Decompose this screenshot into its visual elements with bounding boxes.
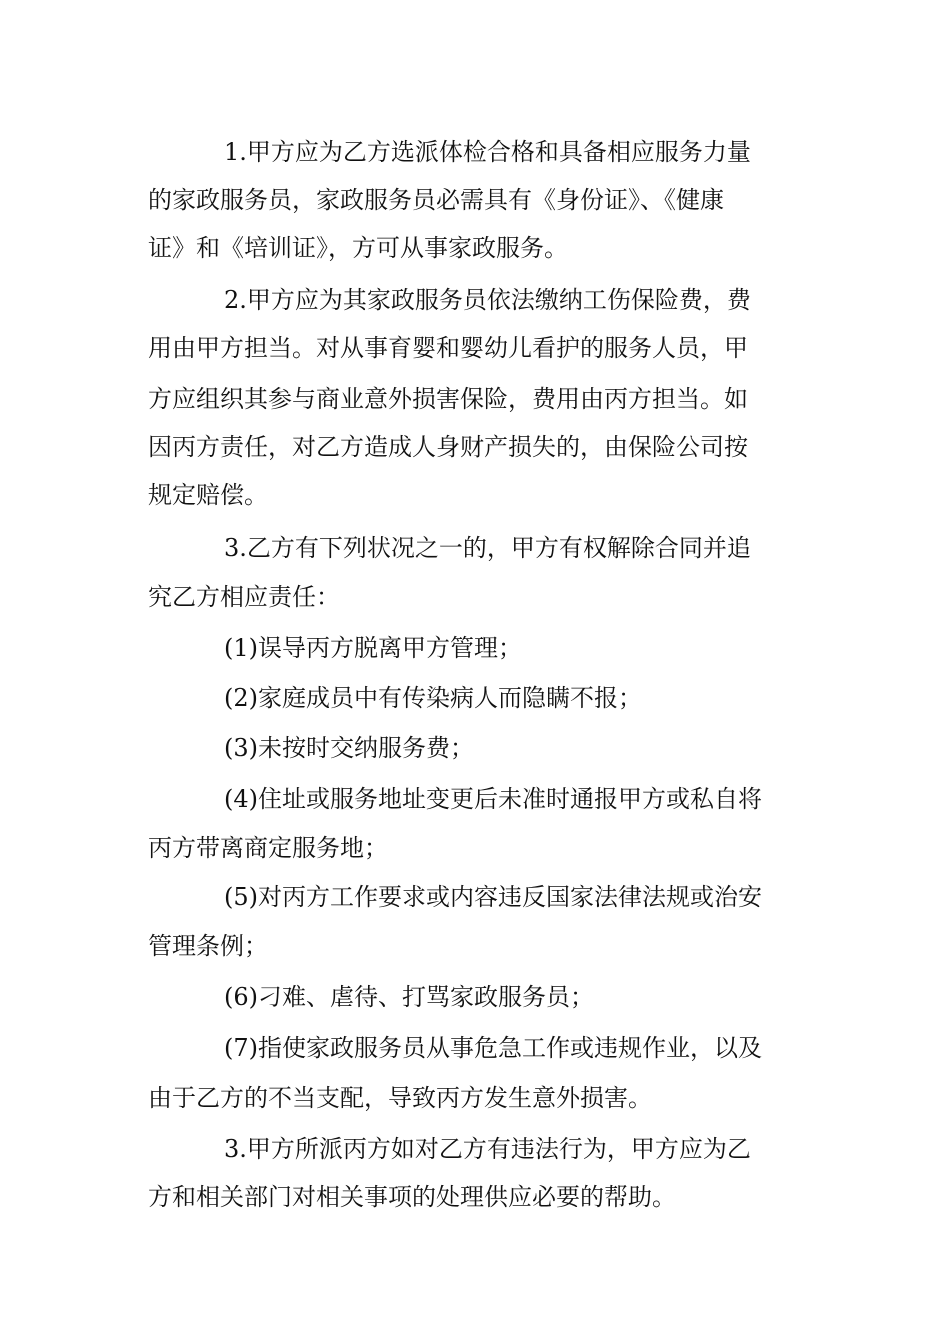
- text-line: 1.甲方应为乙方选派体检合格和具备相应服务力量: [224, 138, 751, 166]
- list-item: (1)误导丙方脱离甲方管理；: [224, 634, 522, 662]
- list-item: (2)家庭成员中有传染病人而隐瞒不报；: [224, 684, 642, 712]
- text-line: 方应组织其参与商业意外损害保险，费用由丙方担当。如: [148, 385, 748, 413]
- text-line: 由于乙方的不当支配，导致丙方发生意外损害。: [148, 1084, 652, 1112]
- list-item: (7)指使家政服务员从事危急工作或违规作业，以及: [224, 1034, 762, 1062]
- text-line: 因丙方责任，对乙方造成人身财产损失的，由保险公司按: [148, 433, 748, 461]
- text-line: 2.甲方应为其家政服务员依法缴纳工伤保险费，费: [224, 286, 751, 314]
- text-line: 证》和《培训证》，方可从事家政服务。: [148, 234, 568, 262]
- text-line: 用由甲方担当。对从事育婴和婴幼儿看护的服务人员，甲: [148, 334, 748, 362]
- text-line: 管理条例；: [148, 932, 268, 960]
- text-line: 3.乙方有下列状况之一的，甲方有权解除合同并追: [224, 534, 751, 562]
- text-line: 方和相关部门对相关事项的处理供应必要的帮助。: [148, 1183, 676, 1211]
- text-line: 丙方带离商定服务地；: [148, 834, 388, 862]
- text-line: 究乙方相应责任：: [148, 583, 340, 611]
- list-item: (5)对丙方工作要求或内容违反国家法律法规或治安: [224, 883, 762, 911]
- text-line: 的家政服务员，家政服务员必需具有《身份证》、《健康: [148, 186, 724, 214]
- list-item: (6)刁难、虐待、打骂家政服务员；: [224, 983, 594, 1011]
- text-line: 规定赔偿。: [148, 481, 268, 509]
- text-line: 3.甲方所派丙方如对乙方有违法行为，甲方应为乙: [224, 1135, 751, 1163]
- list-item: (3)未按时交纳服务费；: [224, 734, 474, 762]
- list-item: (4)住址或服务地址变更后未准时通报甲方或私自将: [224, 785, 762, 813]
